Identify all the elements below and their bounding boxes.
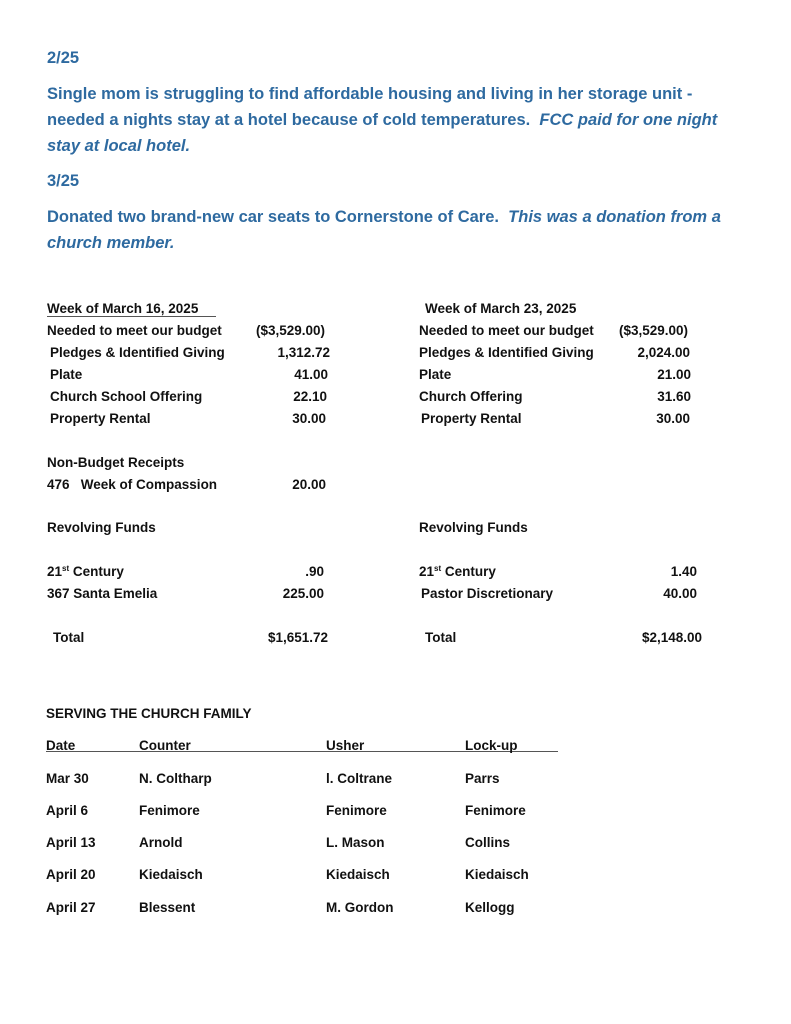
week2-row-value: 30.00 — [656, 411, 690, 426]
week2-budget-value: ($3,529.00) — [619, 323, 689, 338]
week2-row-value: 21.00 — [657, 367, 691, 382]
cell-counter: Blessent — [139, 900, 196, 915]
col-header-usher: Usher — [326, 738, 365, 753]
note-date-2: 3/25 — [47, 172, 80, 190]
col-header-counter: Counter — [139, 738, 191, 753]
note-italic-1: FCC paid for one night stay at local hotel. — [47, 111, 718, 155]
cell-counter: Kiedaisch — [139, 867, 203, 882]
col-header-date: Date — [46, 738, 76, 753]
cell-counter: N. Coltharp — [139, 771, 212, 786]
ordinal-suffix: st — [62, 564, 70, 573]
week1-total-label: Total — [53, 630, 85, 645]
week2-rev-value: 40.00 — [663, 586, 697, 601]
week1-row-value: 41.00 — [294, 367, 328, 382]
note-body-1: Single mom is struggling to find affordable housing and living in her storage unit - needed a nights stay at a hotel because of cold temperatures. — [47, 85, 693, 129]
week2-budget-label: Needed to meet our budget — [419, 323, 594, 338]
week2-row-label: Pledges & Identified Giving — [419, 345, 594, 360]
cell-lockup: Fenimore — [465, 803, 526, 818]
week2-total-label: Total — [425, 630, 457, 645]
week1-rev-label — [47, 564, 124, 579]
cell-usher: Kiedaisch — [326, 867, 390, 882]
week1-row-label: Pledges & Identified Giving — [50, 345, 225, 360]
cell-date: April 6 — [46, 803, 89, 818]
week2-revolving-heading: Revolving Funds — [419, 520, 528, 535]
week1-nonbudget-heading: Non-Budget Receipts — [47, 455, 185, 470]
cell-date: April 13 — [46, 835, 96, 850]
week2-row-label: Plate — [419, 367, 452, 382]
week1-nonbudget-label: 476 Week of Compassion — [47, 477, 218, 492]
col-header-lockup: Lock-up — [465, 738, 518, 753]
cell-usher: l. Coltrane — [326, 771, 393, 786]
note-text-1 — [47, 81, 747, 159]
week1-heading: Week of March 16, 2025 — [47, 301, 216, 317]
week1-revolving-heading: Revolving Funds — [47, 520, 156, 535]
week2-row-value: 2,024.00 — [637, 345, 690, 360]
cell-date: April 27 — [46, 900, 96, 915]
week1-row-label: Church School Offering — [50, 389, 203, 404]
cell-lockup: Collins — [465, 835, 511, 850]
note-body-2: Donated two brand-new car seats to Cornerstone of Care. — [47, 208, 499, 226]
week1-rev-value: .90 — [305, 564, 324, 579]
cell-date: Mar 30 — [46, 771, 89, 786]
week2-heading: Week of March 23, 2025 — [425, 301, 577, 316]
week2-row-label: Church Offering — [419, 389, 523, 404]
week1-budget-label: Needed to meet our budget — [47, 323, 222, 338]
ordinal-number: 21 — [47, 564, 63, 579]
cell-usher: Fenimore — [326, 803, 387, 818]
week1-row-value: 30.00 — [292, 411, 326, 426]
week1-row-label: Plate — [50, 367, 83, 382]
week1-row-value: 1,312.72 — [277, 345, 330, 360]
ordinal-suffix: st — [434, 564, 442, 573]
cell-counter: Arnold — [139, 835, 183, 850]
week1-rev-value: 225.00 — [282, 586, 324, 601]
week1-rev-label: 367 Santa Emelia — [47, 586, 158, 601]
cell-lockup: Parrs — [465, 771, 500, 786]
note-text-2 — [47, 204, 757, 256]
note-italic-2: This was a donation from a church member. — [47, 208, 721, 252]
week2-row-label: Property Rental — [421, 411, 522, 426]
week2-row-value: 31.60 — [657, 389, 691, 404]
cell-lockup: Kellogg — [465, 900, 515, 915]
week1-nonbudget-value: 20.00 — [292, 477, 326, 492]
week1-total-value: $1,651.72 — [267, 630, 328, 645]
cell-lockup: Kiedaisch — [465, 867, 529, 882]
week1-row-value: 22.10 — [293, 389, 327, 404]
ordinal-rest: Century — [69, 564, 124, 579]
serving-title: SERVING THE CHURCH FAMILY — [46, 706, 252, 721]
week1-budget-value: ($3,529.00) — [256, 323, 326, 338]
note-date-1: 2/25 — [47, 49, 80, 67]
week2-rev-label — [419, 564, 496, 579]
ordinal-number: 21 — [419, 564, 435, 579]
week2-total-value: $2,148.00 — [641, 630, 702, 645]
cell-usher: L. Mason — [326, 835, 385, 850]
week2-rev-label: Pastor Discretionary — [421, 586, 554, 601]
cell-counter: Fenimore — [139, 803, 200, 818]
ordinal-rest: Century — [441, 564, 496, 579]
week2-rev-value: 1.40 — [670, 564, 697, 579]
week1-row-label: Property Rental — [50, 411, 151, 426]
cell-date: April 20 — [46, 867, 96, 882]
cell-usher: M. Gordon — [326, 900, 394, 915]
